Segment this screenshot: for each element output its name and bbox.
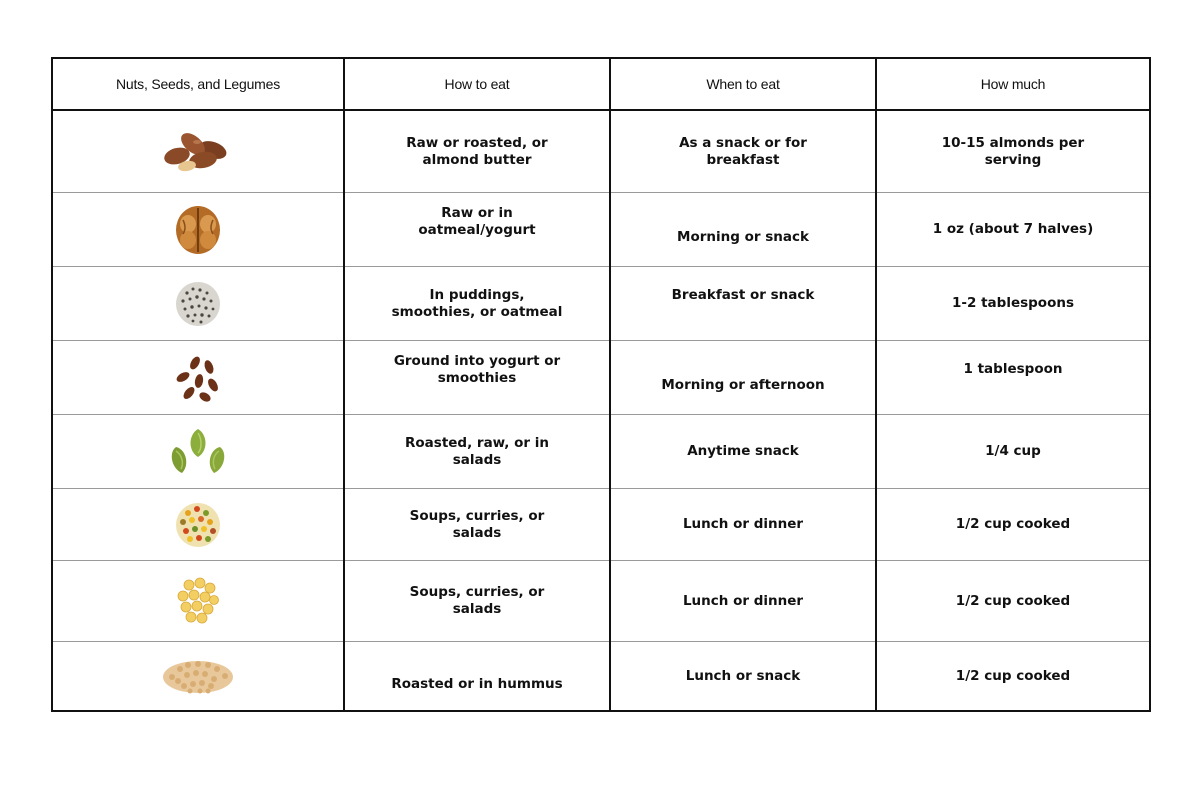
when-to-eat-text: As a snack or for breakfast [679,134,807,168]
when-to-eat-cell [610,341,876,415]
how-much-cell [876,561,1150,642]
how-much-cell [876,267,1150,341]
chickpeas-icon [173,575,223,627]
how-to-eat-text: Soups, curries, or salads [409,507,545,541]
how-much-text: 1 oz (about 7 halves) [932,221,1094,237]
table-row [52,642,1150,712]
quinoa-icon [160,655,236,697]
when-to-eat-cell [610,642,876,712]
when-to-eat-text: Anytime snack [687,443,799,459]
how-to-eat-text: Roasted or in hummus [391,675,563,692]
how-much-text: 1/2 cup cooked [955,516,1071,532]
how-much-cell [876,489,1150,561]
how-much-text: 10-15 almonds per serving [941,134,1085,168]
how-to-eat-text: Raw or roasted, or almond butter [406,134,548,168]
chia-seeds-icon [173,279,223,329]
when-to-eat-text: Lunch or snack [685,667,801,684]
when-to-eat-text: Morning or snack [677,229,809,245]
how-much-cell [876,341,1150,415]
how-to-eat-text: Raw or in oatmeal/yogurt [418,204,536,238]
when-to-eat-cell [610,561,876,642]
how-much-text: 1/2 cup cooked [955,667,1071,684]
table-row [52,489,1150,561]
how-to-eat-cell [344,489,610,561]
how-to-eat-cell [344,110,610,193]
food-image-cell [52,561,344,642]
how-to-eat-text: In puddings, smoothies, or oatmeal [391,286,563,320]
when-to-eat-text: Breakfast or snack [671,287,815,303]
how-to-eat-text: Roasted, raw, or in salads [405,434,549,468]
food-image-cell [52,415,344,489]
how-to-eat-cell [344,193,610,267]
how-to-eat-text: Soups, curries, or salads [409,584,545,617]
almonds-icon [163,126,233,178]
table-row [52,110,1150,193]
how-much-cell [876,415,1150,489]
how-to-eat-cell [344,415,610,489]
how-much-text: 1 tablespoon [963,361,1063,377]
header-when-to-eat: When to eat [610,58,876,110]
pumpkin-seeds-icon [166,427,230,477]
how-much-cell [876,642,1150,712]
table-row [52,561,1150,642]
food-image-cell [52,642,344,712]
how-much-text: 1/4 cup [985,443,1041,459]
header-how-to-eat: How to eat [344,58,610,110]
how-much-cell [876,110,1150,193]
how-much-cell [876,193,1150,267]
food-table [51,57,1151,712]
how-much-text: 1/2 cup cooked [955,592,1071,609]
when-to-eat-text: Lunch or dinner [682,516,804,532]
table-row [52,193,1150,267]
when-to-eat-cell [610,110,876,193]
how-to-eat-cell [344,341,610,415]
header-how-much: How much [876,58,1150,110]
when-to-eat-cell [610,193,876,267]
food-table-container [51,57,1149,712]
lentils-icon [173,500,223,550]
walnut-icon [173,204,223,256]
when-to-eat-cell [610,489,876,561]
when-to-eat-cell [610,415,876,489]
when-to-eat-text: Morning or afternoon [661,377,825,393]
food-image-cell [52,341,344,415]
food-image-cell [52,267,344,341]
food-image-cell [52,193,344,267]
how-to-eat-text: Ground into yogurt or smoothies [393,352,561,386]
table-row [52,415,1150,489]
how-to-eat-cell [344,561,610,642]
food-image-cell [52,489,344,561]
header-nuts-seeds-legumes: Nuts, Seeds, and Legumes [52,58,344,110]
when-to-eat-cell [610,267,876,341]
how-much-text: 1-2 tablespoons [952,295,1074,311]
table-header-row [52,58,1150,110]
how-to-eat-cell [344,642,610,712]
food-image-cell [52,110,344,193]
when-to-eat-text: Lunch or dinner [682,592,804,609]
table-row [52,267,1150,341]
flax-seeds-icon [173,353,223,403]
how-to-eat-cell [344,267,610,341]
table-row [52,341,1150,415]
